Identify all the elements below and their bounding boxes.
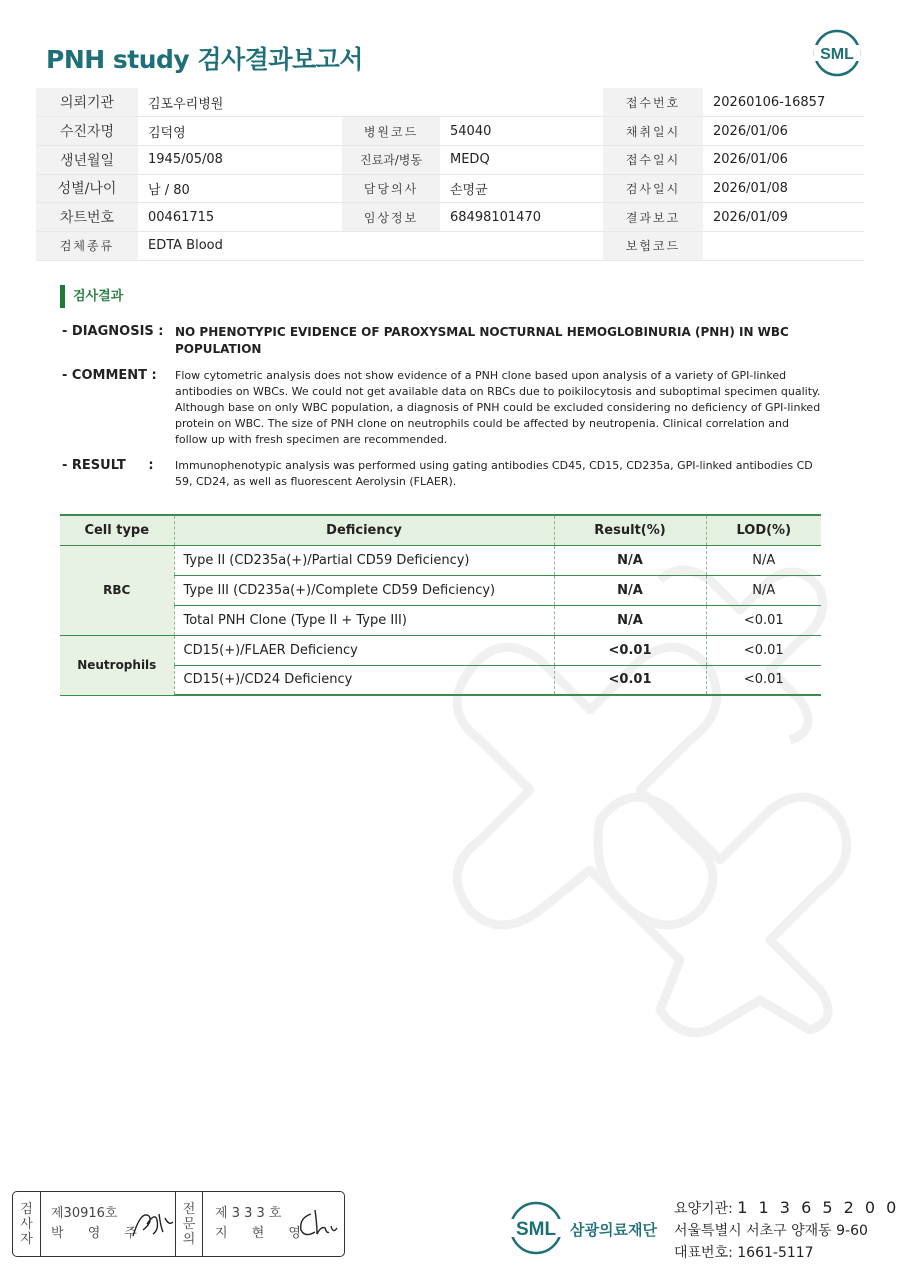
specialist-label-char: 문 [182,1216,196,1232]
result-cell: <0.01 [554,635,706,665]
info-value: 2026/01/09 [703,203,864,232]
info-value: 2026/01/08 [703,174,864,203]
info-label: 성별/나이 [36,174,138,203]
institution-code-line [674,1197,899,1220]
info-value: 김포우리병원 [138,88,342,117]
info-label: 담당의사 [342,174,440,203]
result-cell: <0.01 [554,665,706,695]
sml-footer-logo-icon [508,1200,564,1256]
phone-label: 대표번호: [674,1245,738,1261]
info-value: EDTA Blood [138,231,342,260]
table-row [60,665,821,695]
contact-info [674,1197,899,1264]
result-cell: N/A [554,575,706,605]
info-value: 00461715 [138,203,342,232]
specialist-name: 지 현 영 [215,1226,311,1241]
info-value: MEDQ [440,145,603,174]
result-block [62,458,822,490]
info-row [36,88,864,117]
header-lod: LOD(%) [706,515,821,545]
lod-cell: <0.01 [706,665,821,695]
comment-text: Flow cytometric analysis does not show evidence of a PNH clone based upon analysis of a variety of GPI-linked antibodies on WBCs. We could not get available data on RBCs due to poikilocytosis and suboptimal specimen quality. Although base on only WBC population, a diagnosis of PNH could be excluded considering no deficiency of GPI-linked protein on WBC. The size of PNH clone on neutrophils could be affected by neutropenia. Clinical correlation and follow up with fresh specimen are recommended. [175,369,821,446]
info-label [342,88,440,117]
header-cell-type: Cell type [60,515,174,545]
tester-label-char: 자 [20,1231,33,1247]
info-value: 20260106-16857 [703,88,864,117]
deficiency-cell: CD15(+)/CD24 Deficiency [174,665,554,695]
info-label: 검사일시 [603,174,703,203]
foundation-name: 삼광의료재단 [570,1221,657,1239]
info-value [703,231,864,260]
specialist-vertical-label [175,1192,203,1256]
deficiency-cell: Total PNH Clone (Type II + Type III) [174,605,554,635]
table-row [60,545,821,575]
deficiency-cell: Type II (CD235a(+)/Partial CD59 Deficiency) [174,545,554,575]
header-deficiency: Deficiency [174,515,554,545]
header-result: Result(%) [554,515,706,545]
phone-line [674,1242,899,1264]
deficiency-cell: Type III (CD235a(+)/Complete CD59 Deficiency) [174,575,554,605]
lod-cell: <0.01 [706,635,821,665]
info-value: 54040 [440,117,603,146]
info-value [440,88,603,117]
sml-logo-icon [812,28,862,78]
info-value: 김덕영 [138,117,342,146]
table-row [60,605,821,635]
info-label: 생년월일 [36,145,138,174]
diagnosis-text: NO PHENOTYPIC EVIDENCE OF PAROXYSMAL NOCTURNAL HEMOGLOBINURIA (PNH) IN WBC POPULATION [175,325,789,356]
info-value: 68498101470 [440,203,603,232]
signature-box [12,1191,345,1257]
info-row [36,231,864,260]
cell-type-neutrophils: Neutrophils [60,635,174,695]
info-label: 검체종류 [36,231,138,260]
specialist-label-char: 의 [182,1231,196,1247]
info-label: 병원코드 [342,117,440,146]
tester-license: 제30916호 [51,1206,118,1221]
comment-label: - COMMENT : [62,368,157,383]
patient-info-table [36,88,864,261]
info-label: 진료과/병동 [342,145,440,174]
info-label: 결과보고 [603,203,703,232]
tester-signature-icon [129,1206,175,1242]
info-label: 차트번호 [36,203,138,232]
tester-vertical-label [13,1192,41,1256]
diagnosis-label: - DIAGNOSIS : [62,324,164,339]
tester-label-char: 검 [20,1201,33,1217]
info-row [36,203,864,232]
deficiency-cell: CD15(+)/FLAER Deficiency [174,635,554,665]
result-cell: N/A [554,545,706,575]
info-label: 임상정보 [342,203,440,232]
institution-code-value: 1 1 3 6 5 2 0 0 [737,1198,900,1217]
info-value: 2026/01/06 [703,117,864,146]
result-cell: N/A [554,605,706,635]
table-row [60,575,821,605]
info-row [36,117,864,146]
institution-code-label: 요양기관: [674,1201,738,1217]
lod-cell: N/A [706,575,821,605]
address: 서울특별시 서초구 양재동 9-60 [674,1223,868,1239]
phone-value: 1661-5117 [737,1245,814,1261]
cell-type-rbc: RBC [60,545,174,635]
lod-cell: <0.01 [706,605,821,635]
results-header-row [60,515,821,545]
info-row [36,174,864,203]
tester-label-char: 사 [20,1216,33,1232]
result-label: - RESULT : [62,458,154,473]
lod-cell: N/A [706,545,821,575]
info-label: 접수번호 [603,88,703,117]
info-label: 보험코드 [603,231,703,260]
info-value: 2026/01/06 [703,145,864,174]
info-value: 손명균 [440,174,603,203]
report-title: PNH study 검사결과보고서 [46,45,363,74]
svg-text:SML: SML [820,46,854,63]
info-row [36,145,864,174]
info-label: 의뢰기관 [36,88,138,117]
section-title: 검사결과 [60,285,123,308]
info-label: 채취일시 [603,117,703,146]
result-text: Immunophenotypic analysis was performed using gating antibodies CD45, CD15, CD235a, GPI-linked antibodies CD 59, CD24, as well as fluorescent Aerolysin (FLAER). [175,459,813,488]
specialist-signature-icon [295,1206,341,1242]
info-value: 남 / 80 [138,174,342,203]
svg-text:SML: SML [515,1219,557,1240]
specialist-label-char: 전 [182,1201,196,1217]
diagnosis-block [62,324,822,358]
specialist-license: 제 3 3 3 호 [215,1206,282,1221]
info-value [440,231,603,260]
results-table [60,514,821,696]
info-value: 1945/05/08 [138,145,342,174]
comment-block [62,368,822,448]
info-label [342,231,440,260]
tester-name: 박 영 주 [51,1226,147,1241]
info-label: 수진자명 [36,117,138,146]
table-row [60,635,821,665]
info-label: 접수일시 [603,145,703,174]
